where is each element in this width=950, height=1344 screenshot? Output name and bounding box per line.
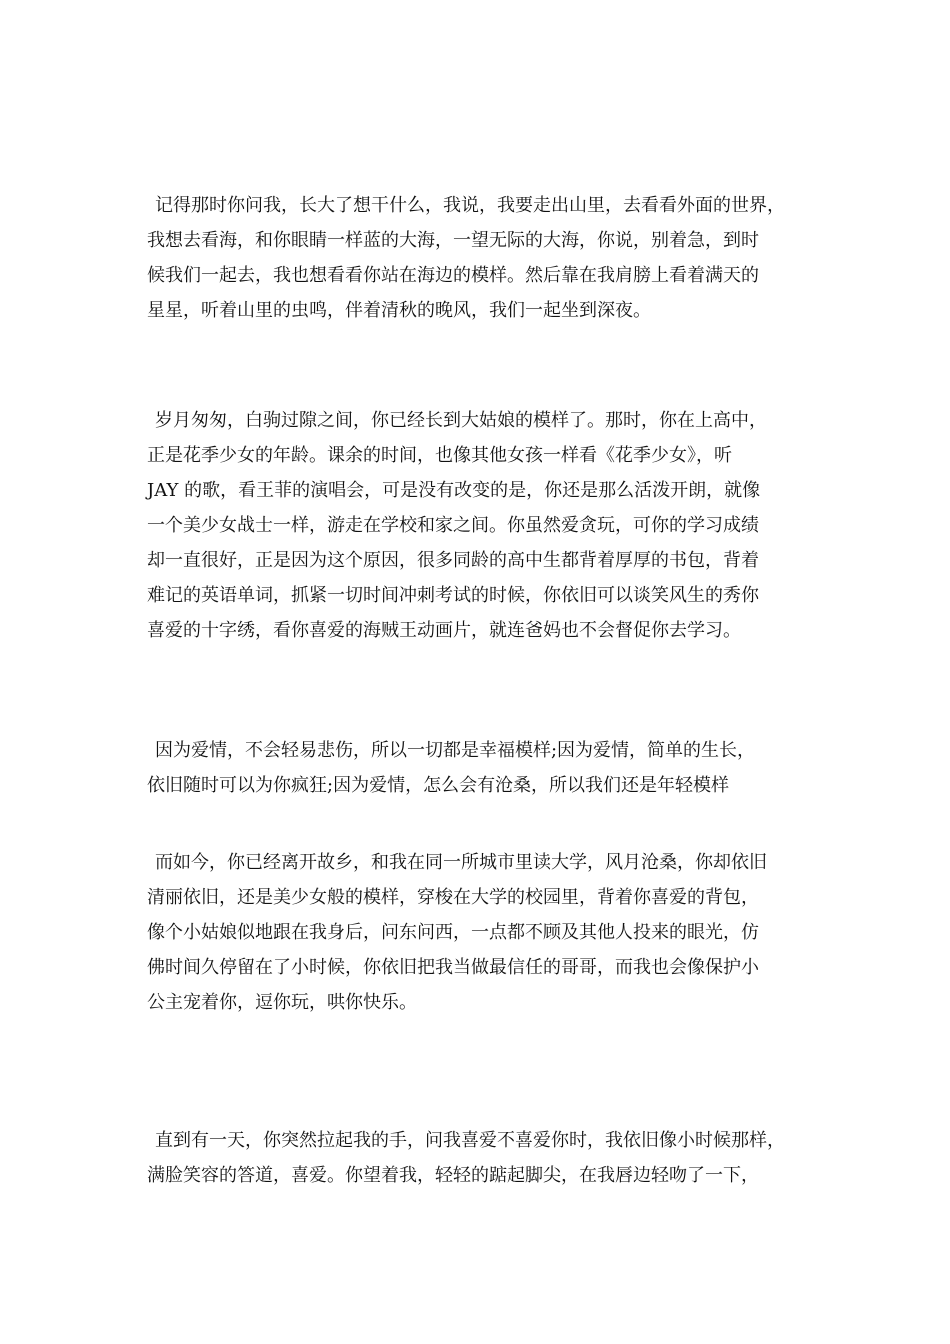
text-line: 记得那时你问我，长大了想干什么，我说，我要走出山里，去看看外面的世界， xyxy=(155,195,785,216)
text-line: 像个小姑娘似地跟在我身后，问东问西，一点都不顾及其他人投来的眼光，仿 xyxy=(147,922,759,943)
text-line: JAY 的歌，看王菲的演唱会，可是没有改变的是，你还是那么活泼开朗，就像 xyxy=(147,480,761,501)
text-line: 佛时间久停留在了小时候，你依旧把我当做最信任的哥哥，而我也会像保护小 xyxy=(147,957,759,978)
text-line: 清丽依旧，还是美少女般的模样，穿梭在大学的校园里，背着你喜爱的背包， xyxy=(147,887,759,908)
text-line: 而如今，你已经离开故乡，和我在同一所城市里读大学，风月沧桑，你却依旧 xyxy=(155,852,767,873)
text-line: 因为爱情，不会轻易悲伤，所以一切都是幸福模样;因为爱情，简单的生长， xyxy=(155,740,756,761)
text-line: 岁月匆匆，白驹过隙之间，你已经长到大姑娘的模样了。那时，你在上高中， xyxy=(155,410,767,431)
text-line: 直到有一天，你突然拉起我的手，问我喜爱不喜爱你时，我依旧像小时候那样， xyxy=(155,1130,785,1151)
paragraph-5 xyxy=(147,1123,847,1193)
paragraph-4 xyxy=(147,845,847,1020)
paragraph-2 xyxy=(147,403,847,648)
text-line: 依旧随时可以为你疯狂;因为爱情，怎么会有沧桑，所以我们还是年轻模样 xyxy=(147,775,730,796)
paragraph-1 xyxy=(147,188,847,328)
paragraph-3 xyxy=(147,733,847,803)
text-line: 候我们一起去，我也想看看你站在海边的模样。然后靠在我肩膀上看着满天的 xyxy=(147,265,759,286)
text-line: 却一直很好，正是因为这个原因，很多同龄的高中生都背着厚厚的书包，背着 xyxy=(147,550,759,571)
text-line: 一个美少女战士一样，游走在学校和家之间。你虽然爱贪玩，可你的学习成绩 xyxy=(147,515,759,536)
text-line: 公主宠着你，逗你玩，哄你快乐。 xyxy=(147,992,417,1013)
text-line: 喜爱的十字绣，看你喜爱的海贼王动画片，就连爸妈也不会督促你去学习。 xyxy=(147,620,741,641)
text-line: 难记的英语单词，抓紧一切时间冲刺考试的时候，你依旧可以谈笑风生的秀你 xyxy=(147,585,759,606)
text-line: 正是花季少女的年龄。课余的时间，也像其他女孩一样看《花季少女》，听 xyxy=(147,445,732,466)
text-line: 满脸笑容的答道，喜爱。你望着我，轻轻的踮起脚尖，在我唇边轻吻了一下， xyxy=(147,1165,759,1186)
text-line: 星星，听着山里的虫鸣，伴着清秋的晚风，我们一起坐到深夜。 xyxy=(147,300,651,321)
text-line: 我想去看海，和你眼睛一样蓝的大海，一望无际的大海，你说，别着急，到时 xyxy=(147,230,759,251)
